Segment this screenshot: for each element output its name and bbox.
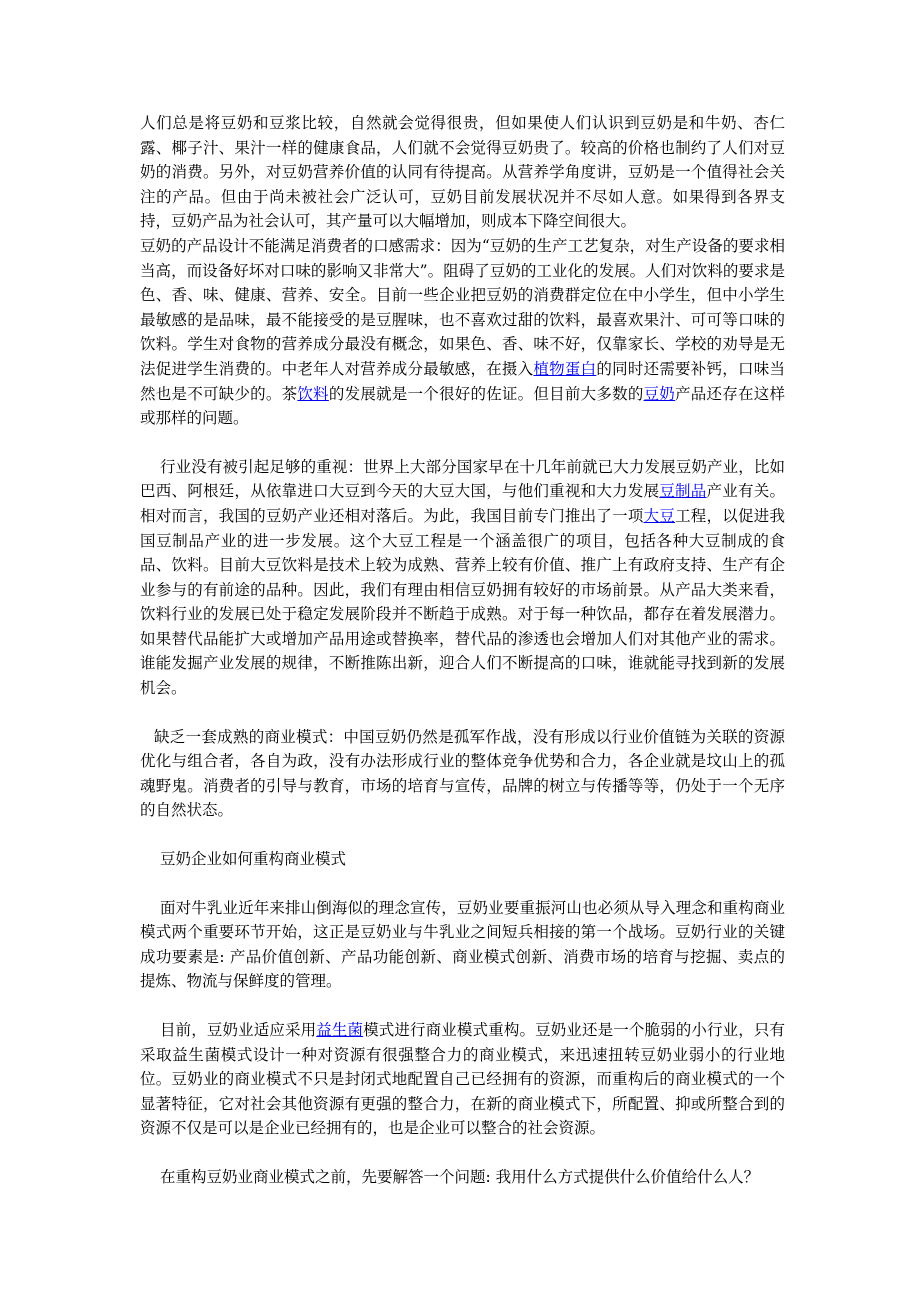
paragraph-taste-text-b: 的同时还需要补钙，口味当然也是不可缺少的。茶: [140, 359, 785, 403]
paragraph-industry-text-c: 工程，以促进我国豆制品产业的进一步发展。这个大豆工程是一个涵盖很广的项目，包括各种大豆制成的食品、饮料。目前大豆饮料是技术上较为成熟、营养上较有价值、推广上有政府支持、生产有企业参与的有前途的品种。因此，我们有理由相信豆奶拥有较好的市场前景。从产品大类来看，饮料行业的发展已处于稳定发展阶段并不断趋于成熟。对于每一种饮品，都存在着发展潜力。如果替代品能扩大或增加产品用途或替换率，替代品的渗透也会增加人们对其他产业的需求。谁能发掘产业发展的规律，不断推陈出新，迎合人们不断提高的口味，谁就能寻找到新的发展机会。: [140, 506, 785, 698]
paragraph-taste-text-c: 的发展就是一个很好的佐证。但目前大多数的: [328, 384, 644, 403]
paragraph-industry-text-a: 行业没有被引起足够的重视：世界上大部分国家早在十几年前就已大力发展豆奶产业，比如巴西、阿根廷，从依靠进口大豆到今天的大豆大国，与他们重视和大力发展: [140, 457, 785, 501]
spacer: [140, 701, 785, 725]
spacer: [140, 1141, 785, 1165]
paragraph-industry: [140, 455, 785, 701]
spacer: [140, 872, 785, 896]
paragraph-business-model: 缺乏一套成熟的商业模式：中国豆奶仍然是孤军作战，没有形成以行业价值链为关联的资源优化与组合者，各自为政，没有办法形成行业的整体竞争优势和合力，各企业就是坟山上的孤魂野鬼。消费者的引导与教育，市场的培育与宣传，品牌的树立与传播等等，仍处于一个无序的自然状态。: [140, 727, 785, 820]
spacer: [140, 823, 785, 847]
section-heading: 豆奶企业如何重构商业模式: [160, 850, 347, 869]
link-soybean[interactable]: 大豆: [643, 506, 676, 525]
link-soy-milk[interactable]: 豆奶: [643, 384, 676, 403]
paragraph-industry-text-b: 产业有关。相对而言，我国的豆奶产业还相对落后。为此，我国目前专门推出了一项: [140, 482, 785, 525]
spacer: [140, 994, 785, 1018]
paragraph-probiotic-text-a: 目前，豆奶业适应采用: [160, 1021, 317, 1039]
link-soy-products[interactable]: 豆制品: [659, 482, 707, 501]
link-probiotic[interactable]: 益生菌: [316, 1021, 364, 1039]
paragraph-taste-text-d: 产品还存在这样或那样的问题。: [140, 384, 785, 428]
paragraph-taste: [140, 234, 785, 431]
document-page: [140, 111, 785, 1190]
paragraph-concept: 面对牛乳业近年来排山倒海似的理念宣传，豆奶业要重振河山也必须从导入理念和重构商业模式两个重要环节开始，这正是豆奶业与牛乳业之间短兵相接的第一个战场。豆奶行业的关键成功要素是: 产品价值创新、产品功能创新、商业模式创新、消费市场的培育与挖掘、卖点的提炼、物流与保鲜度的管理。: [140, 898, 785, 991]
paragraph-question: 在重构豆奶业商业模式之前，先要解答一个问题: 我用什么方式提供什么价值给什么人？: [160, 1167, 760, 1186]
link-beverage[interactable]: 饮料: [297, 384, 329, 403]
paragraph-price: 人们总是将豆奶和豆浆比较，自然就会觉得很贵，但如果使人们认识到豆奶是和牛奶、杏仁露、椰子汁、果汁一样的健康食品，人们就不会觉得豆奶贵了。较高的价格也制约了人们对豆奶的消费。另外，对豆奶营养价值的认同有待提高。从营养学角度讲，豆奶是一个值得社会关注的产品。但由于尚未被社会广泛认可，豆奶目前发展状况并不尽如人意。如果得到各界支持，豆奶产品为社会认可，其产量可以大幅增加，则成本下降空间很大。: [140, 114, 785, 231]
paragraph-probiotic-text-b: 模式进行商业模式重构。豆奶业还是一个脆弱的小行业，只有采取益生菌模式设计一种对资源有很强整合力的商业模式，来迅速扭转豆奶业弱小的行业地位。豆奶业的商业模式不只是封闭式地配置自己已经拥有的资源，而重构后的商业模式的一个显著特征，它对社会其他资源有更强的整合力，在新的商业模式下，所配置、抑或所整合到的资源不仅是可以是企业已经拥有的，也是企业可以整合的社会资源。: [140, 1021, 785, 1138]
paragraph-probiotic: [140, 1018, 785, 1141]
paragraph-taste-text-a: 豆奶的产品设计不能满足消费者的口感需求：因为“豆奶的生产工艺复杂，对生产设备的要求相当高，而设备好坏对口味的影响又非常大”。阻碍了豆奶的工业化的发展。人们对饮料的要求是 色、香、味、健康、营养、安全。目前一些企业把豆奶的消费群定位在中小学生，但中小学生最敏感的是品味，最不能接受的是豆腥味，也不喜欢过甜的饮料，最喜欢果汁、可可等口味的饮料。学生对食物的营养成分最没有概念，如果色、香、味不好，仅靠家长、学校的劝导是无法促进学生消费的。中老年人对营养成分最敏感，在摄入: [140, 236, 785, 378]
link-plant-protein[interactable]: 植物蛋白: [533, 359, 597, 378]
spacer: [140, 431, 785, 455]
